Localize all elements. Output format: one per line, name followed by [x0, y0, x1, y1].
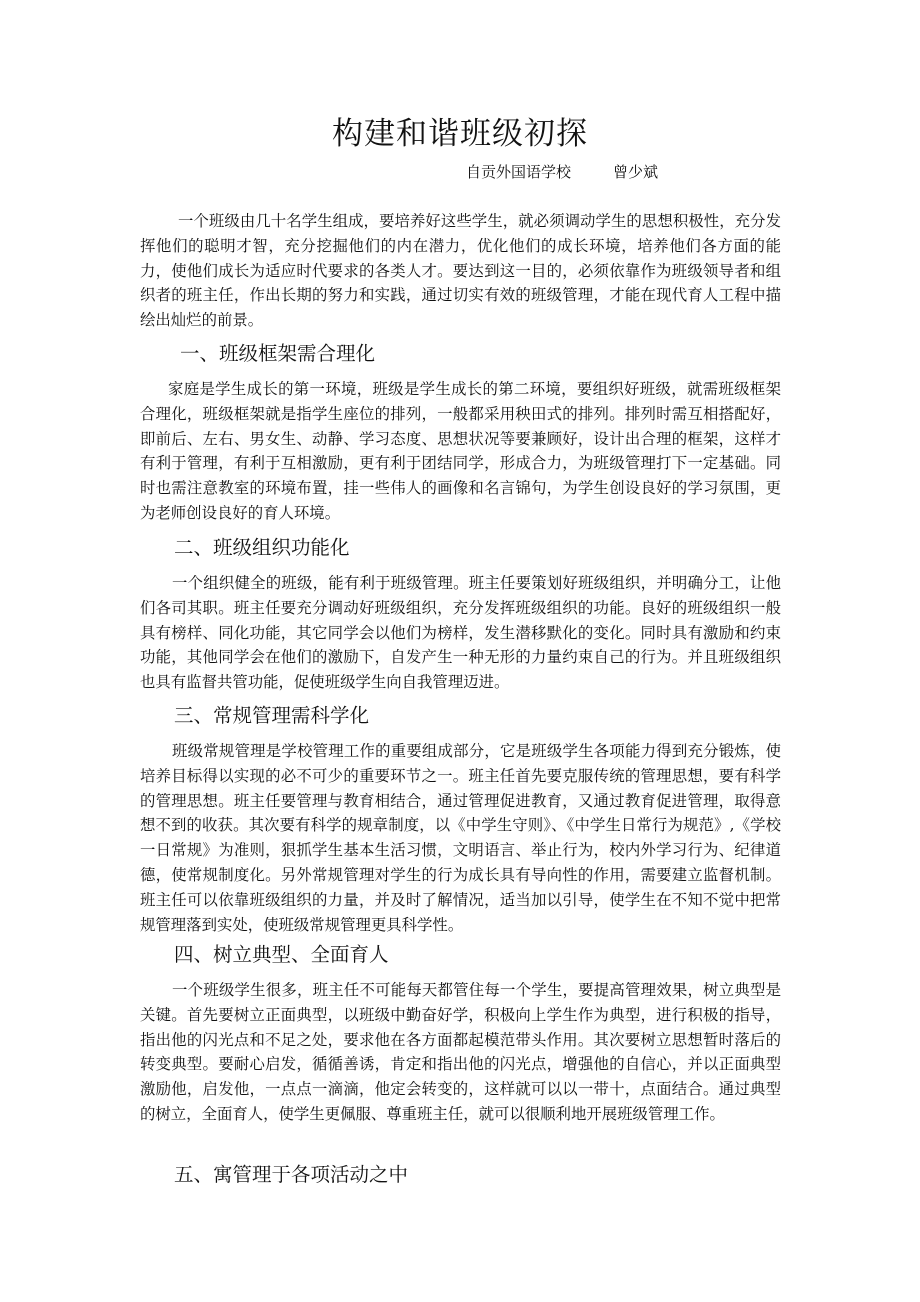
byline-school: 自贡外国语学校 [466, 163, 572, 181]
section-4-heading: 四、树立典型、全面育人 [174, 943, 389, 966]
section-1-heading: 一、班级框架需合理化 [180, 342, 376, 365]
byline-author: 曾少斌 [613, 163, 659, 181]
section-1-body: 家庭是学生成长的第一环境，班级是学生成长的第二环境，要组织好班级，就需班级框架合理化，班级框架就是指学生座位的排列，一般都采用秧田式的排列。排列时需互相搭配好，即前后、左右、男女生、动静、学习态度、思想状况等要兼顾好，设计出合理的框架，这样才有利于管理，有利于互相激励，更有利于团结同学，形成合力，为班级管理打下一定基础。同时也需注意教室的环境布置，挂一些伟人的画像和名言锦句，为学生创设良好的学习氛围，更为老师创设良好的育人环境。 [140, 380, 781, 522]
intro-paragraph: 一个班级由几十名学生组成，要培养好这些学生，就必须调动学生的思想积极性，充分发挥他们的聪明才智，充分挖掘他们的内在潜力，优化他们的成长环境，培养他们各方面的能力，使他们成长为适应时代要求的各类人才。要达到这一目的，必须依靠作为班级领导者和组织者的班主任，作出长期的努力和实践，通过切实有效的班级管理，才能在现代育人工程中描绘出灿烂的前景。 [140, 212, 781, 330]
section-2-heading: 二、班级组织功能化 [174, 536, 350, 559]
section-3-heading: 三、常规管理需科学化 [174, 704, 370, 727]
section-2-body: 一个组织健全的班级，能有利于班级管理。班主任要策划好班级组织，并明确分工，让他们各司其职。班主任要充分调动好班级组织，充分发挥班级组织的功能。良好的班级组织一般具有榜样、同化功能，其它同学会以他们为榜样，发生潜移默化的变化。同时具有激励和约束功能，其他同学会在他们的激励下，自发产生一种无形的力量约束自己的行为。并且班级组织也具有监督共管功能，促使班级学生向自我管理迈进。 [140, 574, 781, 692]
section-4-body: 一个班级学生很多，班主任不可能每天都管住每一个学生，要提高管理效果，树立典型是关键。首先要树立正面典型，以班级中勤奋好学，积极向上学生作为典型，进行积极的指导，指出他的闪光点和不足之处，要求他在各方面都起模范带头作用。其次要树立思想暂时落后的转变典型。要耐心启发，循循善诱，肯定和指出他的闪光点，增强他的自信心，并以正面典型激励他，启发他，一点点一滴滴，他定会转变的，这样就可以以一带十，点面结合。通过典型的树立，全面育人，使学生更佩服、尊重班主任，就可以很顺利地开展班级管理工作。 [140, 981, 781, 1123]
document-title: 构建和谐班级初探 [332, 116, 588, 152]
section-3-body: 班级常规管理是学校管理工作的重要组成部分，它是班级学生各项能力得到充分锻炼，使培养目标得以实现的必不可少的重要环节之一。班主任首先要克服传统的管理思想，要有科学的管理思想。班主任要管理与教育相结合，通过管理促进教育，又通过教育促进管理，取得意想不到的收获。其次要有科学的规章制度，以《中学生守则》、《中学生日常行为规范》,《学校一日常规》为准则，狠抓学生基本生活习惯，文明语言、举止行为，校内外学习行为、纪律道德，使常规制度化。另外常规管理对学生的行为成长具有导向性的作用，需要建立监督机制。班主任可以依靠班级组织的力量，并及时了解情况，适当加以引导，使学生在不知不觉中把常规管理落到实处，使班级常规管理更具科学性。 [140, 742, 781, 934]
section-5-heading: 五、寓管理于各项活动之中 [174, 1163, 409, 1186]
byline [466, 162, 658, 182]
